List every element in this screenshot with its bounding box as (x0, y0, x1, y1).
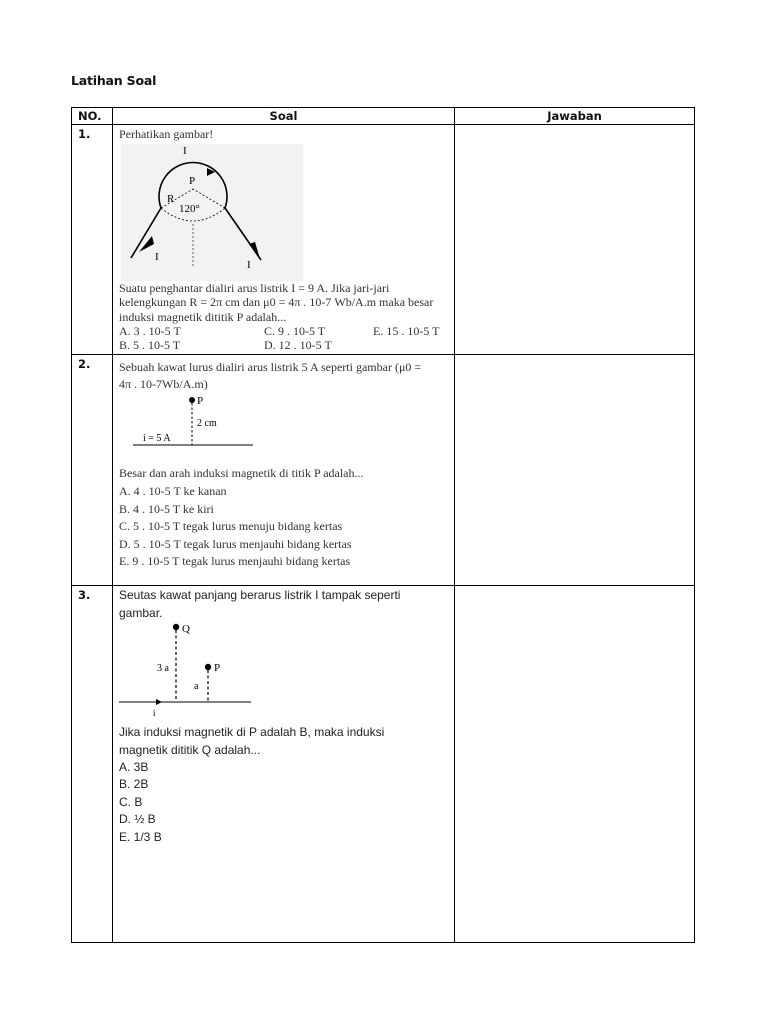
question-number: 3. (72, 586, 113, 943)
label-current-top: I (183, 144, 187, 157)
label-point-p: P (197, 395, 204, 408)
option-a: A. 4 . 10-5 T ke kanan (119, 483, 227, 498)
option-e: E. 15 . 10-5 T (373, 324, 440, 339)
label-radius: R (167, 192, 175, 205)
label-angle: 120° (179, 202, 200, 215)
answer-cell[interactable] (455, 125, 695, 355)
question-intro-line: gambar. (119, 605, 163, 620)
label-dist-q: 3 a (157, 663, 169, 675)
header-soal: Soal (113, 108, 455, 125)
label-current-left: I (155, 250, 159, 263)
page-title: Latihan Soal (71, 73, 157, 88)
table-row (72, 125, 695, 355)
label-point-q: Q (182, 623, 190, 636)
option-b: B. 4 . 10-5 T ke kiri (119, 501, 214, 516)
label-point-p: P (189, 174, 196, 187)
option-b: B. 5 . 10-5 T (119, 338, 181, 353)
point-q-dot (173, 624, 179, 630)
question-intro-line: 4π . 10-7Wb/A.m) (119, 377, 208, 392)
question-cell (113, 355, 455, 586)
option-e: E. 9 . 10-5 T tegak lurus menjauhi bidang kertas (119, 554, 351, 569)
question-text: Besar dan arah induksi magnetik di titik P adalah... (119, 466, 364, 481)
point-p-dot (205, 664, 211, 670)
question-intro-line: Seutas kawat panjang berarus listrik I tampak seperti (119, 588, 401, 603)
two-points-wire-figure (119, 622, 259, 718)
label-current-right: I (247, 258, 251, 271)
header-no: NO. (72, 108, 113, 125)
answer-cell[interactable] (455, 586, 695, 943)
option-d: D. 5 . 10-5 T tegak lurus menjauhi bidang kertas (119, 536, 352, 551)
question-text-line: Suatu penghantar dialiri arus listrik I = 9 A. Jika jari-jari (119, 280, 390, 295)
option-c: C. B (119, 794, 143, 809)
option-d: D. ½ B (119, 812, 156, 827)
question-cell (113, 586, 455, 943)
question-cell (113, 125, 455, 355)
question-number: 2. (72, 355, 113, 586)
question-text-line: Jika induksi magnetik di P adalah B, maka induksi (119, 725, 385, 740)
table-row (72, 355, 695, 586)
question-text-line: induksi magnetik dititik P adalah... (119, 309, 287, 324)
option-e: E. 1/3 B (119, 829, 162, 844)
options-grid (119, 324, 448, 354)
option-d: D. 12 . 10-5 T (264, 338, 332, 353)
question-text-line: kelengkungan R = 2π cm dan μ0 = 4π . 10-7 Wb/A.m maka besar (119, 295, 434, 310)
option-b: B. 2B (119, 777, 149, 792)
table-header-row (72, 108, 695, 125)
answer-cell[interactable] (455, 355, 695, 586)
header-jawaban: Jawaban (455, 108, 695, 125)
figure-background (121, 144, 303, 281)
question-intro-line: Sebuah kawat lurus dialiri arus listrik 5 A seperti gambar (μ0 = (119, 360, 422, 375)
option-c: C. 9 . 10-5 T (264, 324, 326, 339)
label-current: i = 5 A (143, 433, 171, 445)
label-current: i (153, 708, 156, 719)
label-distance: 2 cm (197, 418, 217, 430)
question-number: 1. (72, 125, 113, 355)
question-intro: Perhatikan gambar! (119, 127, 214, 141)
label-dist-p: a (194, 681, 199, 693)
current-arrow-icon (156, 699, 162, 705)
quiz-table (71, 107, 695, 943)
option-c: C. 5 . 10-5 T tegak lurus menuju bidang kertas (119, 519, 343, 534)
point-p-dot (189, 397, 195, 403)
label-point-p: P (214, 662, 221, 675)
straight-wire-figure (121, 393, 261, 451)
loop-wire-figure (121, 144, 311, 281)
option-a: A. 3 . 10-5 T (119, 324, 181, 339)
table-row (72, 586, 695, 943)
option-a: A. 3B (119, 760, 149, 774)
question-text-line: magnetik dititik Q adalah... (119, 742, 261, 757)
